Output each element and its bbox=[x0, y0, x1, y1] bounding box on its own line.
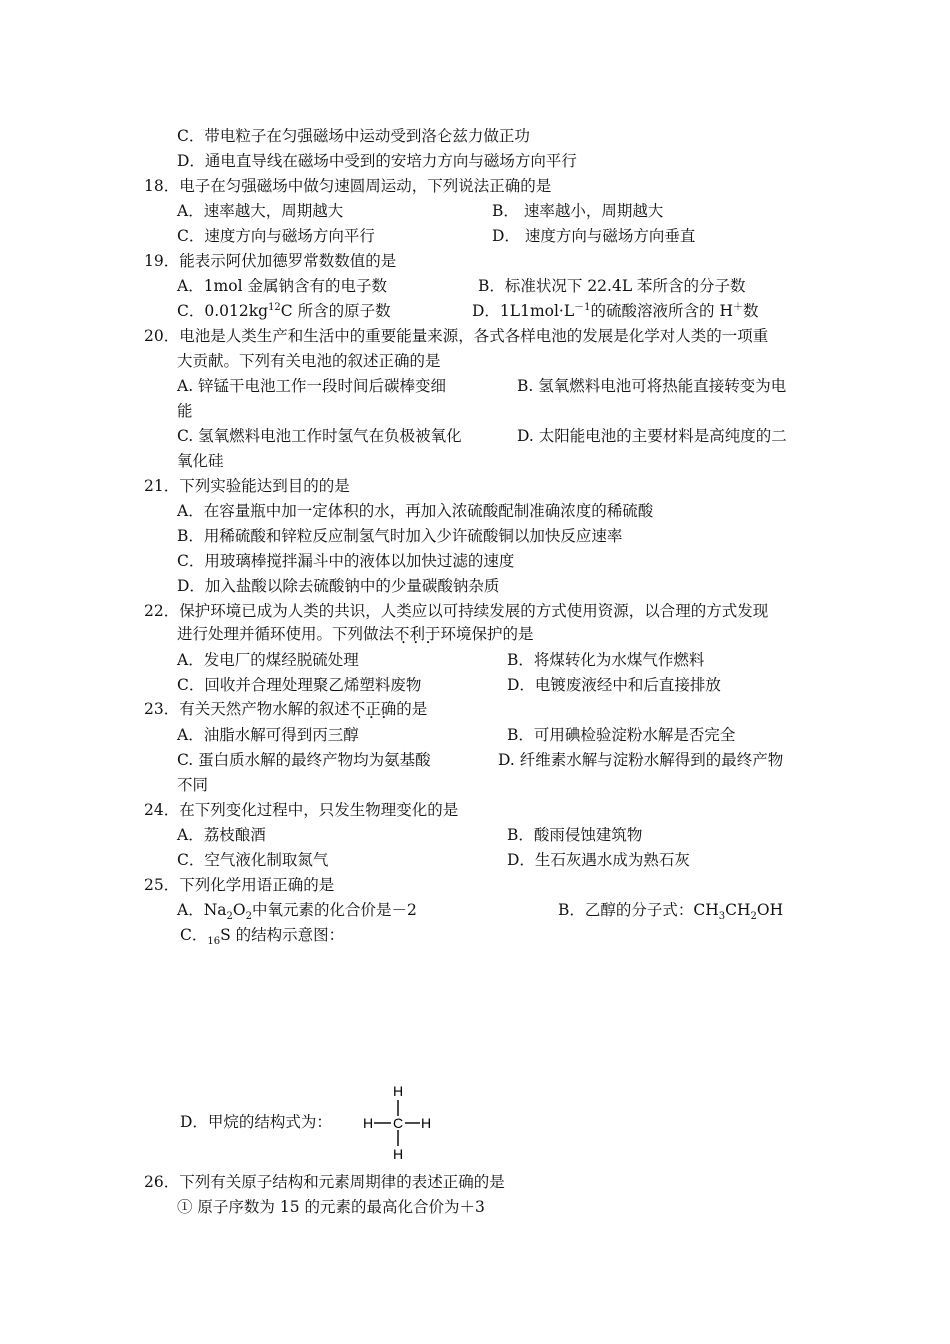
q18-option-b: B． 速率越小，周期越大 bbox=[492, 202, 664, 220]
q22-stem-line2 bbox=[177, 624, 534, 644]
atom-h-right: H bbox=[420, 1115, 432, 1131]
q24-option-a: A．荔枝酿酒 bbox=[177, 826, 266, 844]
q24-option-b: B．酸雨侵蚀建筑物 bbox=[507, 826, 643, 844]
q25-option-b bbox=[558, 900, 784, 923]
q19-stem: 19．能表示阿伏加德罗常数数值的是 bbox=[144, 252, 397, 270]
q19-d-text-end: 数 bbox=[742, 302, 759, 320]
q22-option-b: B．将煤转化为水煤气作燃料 bbox=[507, 651, 705, 669]
q23-option-c: C. 蛋白质水解的最终产物均为氨基酸 bbox=[177, 751, 431, 769]
q20-stem-line2: 大贡献。下列有关电池的叙述正确的是 bbox=[177, 352, 441, 370]
q25-b-text: B．乙醇的分子式：CH bbox=[558, 901, 719, 919]
q25-a-sub2: 2 bbox=[245, 911, 252, 923]
q23-option-d: D. 纤维素水解与淀粉水解得到的最终产物 bbox=[498, 751, 784, 769]
q18-option-d: D． 速度方向与磁场方向垂直 bbox=[492, 227, 696, 245]
q25-a-sub1: 2 bbox=[226, 911, 233, 923]
q25-a-text-mid: O bbox=[232, 901, 246, 919]
q23-stem-text: 23．有关天然产物水解的叙述 bbox=[144, 700, 350, 718]
q22-stem-line1: 22．保护环境已成为人类的共识，人类应以可持续发展的方式使用资源，以合理的方式发现 bbox=[144, 602, 769, 620]
q25-c-text-end: S 的结构示意图： bbox=[220, 926, 345, 944]
q20-option-d: D. 太阳能电池的主要材料是高纯度的二 bbox=[517, 427, 787, 445]
q19-option-c bbox=[177, 301, 391, 321]
q25-option-c bbox=[180, 925, 345, 948]
q17-option-d: D．通电直导线在磁场中受到的安培力方向与磁场方向平行 bbox=[177, 152, 577, 170]
q22-stem-text-end: 环境保护的是 bbox=[440, 625, 534, 643]
q20-stem-line1: 20．电池是人类生产和生活中的重要能量来源，各式各样电池的发展是化学对人类的一项重 bbox=[144, 327, 769, 345]
q18-stem: 18．电子在匀强磁场中做匀速圆周运动，下列说法正确的是 bbox=[144, 177, 552, 195]
q20-option-b: B. 氢氧燃料电池可将热能直接转变为电 bbox=[517, 377, 787, 395]
q22-option-d: D．电镀废液经中和后直接排放 bbox=[507, 676, 721, 694]
q18-option-c: C．速度方向与磁场方向平行 bbox=[177, 227, 375, 245]
q19-option-b: B．标准状况下 22.4L 苯所含的分子数 bbox=[478, 277, 746, 295]
q17-option-c: C．带电粒子在匀强磁场中运动受到洛仑兹力做正功 bbox=[177, 127, 530, 145]
q19-d-exponent: －1 bbox=[574, 301, 591, 313]
q18-option-a: A．速率越大，周期越大 bbox=[177, 202, 344, 220]
q25-stem: 25．下列化学用语正确的是 bbox=[144, 876, 335, 894]
q21-option-b: B．用稀硫酸和锌粒反应制氢气时加入少许硫酸铜以加快反应速率 bbox=[177, 527, 623, 545]
q19-d-text-mid: 的硫酸溶液所含的 H bbox=[590, 302, 733, 320]
q25-b-text-mid: CH bbox=[725, 901, 751, 919]
q25-a-text: A．Na bbox=[177, 901, 227, 919]
atom-h-top: H bbox=[392, 1083, 404, 1099]
q21-option-a: A．在容量瓶中加一定体积的水，再加入浓硫酸配制准确浓度的稀硫酸 bbox=[177, 502, 654, 520]
q24-option-d: D．生石灰遇水成为熟石灰 bbox=[507, 851, 690, 869]
q22-emphasis: 不利于 • • • bbox=[394, 624, 441, 644]
atom-h-bottom: H bbox=[392, 1146, 404, 1162]
q26-stem: 26．下列有关原子结构和元素周期律的表述正确的是 bbox=[144, 1173, 505, 1191]
atom-h-left: H bbox=[362, 1115, 374, 1131]
atom-c-center: C bbox=[392, 1115, 404, 1131]
q20-option-b-wrap: 能 bbox=[177, 402, 193, 420]
methane-structural-formula bbox=[360, 1083, 440, 1163]
q21-option-c: C．用玻璃棒搅拌漏斗中的液体以加快过滤的速度 bbox=[177, 552, 515, 570]
q21-option-d: D．加入盐酸以除去硫酸钠中的少量碳酸钠杂质 bbox=[177, 577, 500, 595]
q23-option-b: B．可用碘检验淀粉水解是否完全 bbox=[507, 726, 736, 744]
q23-stem bbox=[144, 699, 427, 719]
q19-c-text-end: C 所含的原子数 bbox=[280, 302, 391, 320]
q19-c-text: C．0.012kg bbox=[177, 302, 269, 320]
q25-a-text-end: 中氧元素的化合价是－2 bbox=[251, 901, 417, 919]
q25-option-a bbox=[177, 900, 417, 923]
q25-b-text-end: OH bbox=[756, 901, 784, 919]
q20-option-c: C. 氢氧燃料电池工作时氢气在负极被氧化 bbox=[177, 427, 462, 445]
q19-option-d bbox=[472, 301, 759, 321]
q22-option-c: C．回收并合理处理聚乙烯塑料废物 bbox=[177, 676, 422, 694]
q19-option-a: A．1mol 金属钠含有的电子数 bbox=[177, 277, 387, 295]
q19-d-charge: ＋ bbox=[732, 301, 743, 313]
q20-option-d-wrap: 氧化硅 bbox=[177, 452, 224, 470]
q23-stem-text-end: 的是 bbox=[396, 700, 428, 718]
q20-option-a: A. 锌锰干电池工作一段时间后碳棒变细 bbox=[177, 377, 447, 395]
q26-item-1: ① 原子序数为 15 的元素的最高化合价为＋3 bbox=[177, 1198, 485, 1216]
q24-option-c: C．空气液化制取氮气 bbox=[177, 851, 329, 869]
q22-option-a: A．发电厂的煤经脱硫处理 bbox=[177, 651, 359, 669]
q23-option-d-wrap: 不同 bbox=[177, 776, 209, 794]
q24-stem: 24．在下列变化过程中，只发生物理变化的是 bbox=[144, 801, 459, 819]
q19-d-text: D．1L1mol·L bbox=[472, 302, 575, 320]
q25-b-sub1: 3 bbox=[718, 911, 726, 923]
q22-stem-text: 进行处理并循环使用。下列做法 bbox=[177, 625, 395, 643]
q25-b-sub2: 2 bbox=[750, 911, 757, 923]
q25-c-atomic-number: 16 bbox=[207, 936, 221, 948]
q25-option-d: D．甲烷的结构式为： bbox=[180, 1113, 332, 1131]
q23-option-a: A．油脂水解可得到丙三醇 bbox=[177, 726, 359, 744]
q25-c-text: C． bbox=[180, 926, 208, 944]
q19-c-mass-number: 12 bbox=[268, 301, 281, 313]
q21-stem: 21．下列实验能达到目的的是 bbox=[144, 477, 350, 495]
q23-emphasis: 不正确 • • • bbox=[350, 699, 397, 719]
